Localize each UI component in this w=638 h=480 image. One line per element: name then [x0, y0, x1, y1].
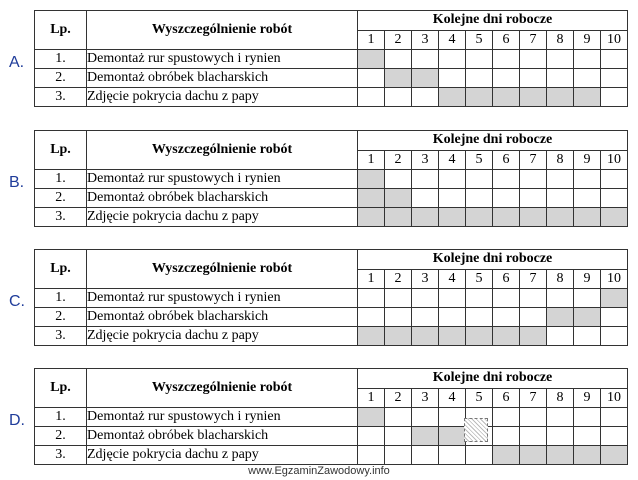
- day-number: 10: [601, 150, 628, 170]
- gantt-bar-cell: [385, 327, 412, 346]
- table-row: [35, 170, 628, 189]
- gantt-empty-cell: [466, 69, 493, 88]
- task-number: 2.: [35, 427, 87, 446]
- task-name: Demontaż rur spustowych i rynien: [87, 289, 358, 308]
- schedule-table: [34, 130, 628, 227]
- table-row: [35, 408, 628, 427]
- gantt-bar-cell: [385, 189, 412, 208]
- column-header-lp: Lp.: [35, 250, 87, 289]
- day-number: 3: [412, 150, 439, 170]
- gantt-bar-cell: [547, 308, 574, 327]
- gantt-empty-cell: [520, 289, 547, 308]
- task-name: Zdjęcie pokrycia dachu z papy: [87, 88, 358, 107]
- gantt-empty-cell: [601, 69, 628, 88]
- gantt-empty-cell: [601, 50, 628, 69]
- day-number: 10: [601, 388, 628, 408]
- day-number: 3: [412, 388, 439, 408]
- table-row: [35, 208, 628, 227]
- table-row: [35, 189, 628, 208]
- day-number: 1: [358, 388, 385, 408]
- day-number: 10: [601, 269, 628, 289]
- gantt-empty-cell: [574, 289, 601, 308]
- gantt-bar-cell: [358, 189, 385, 208]
- gantt-empty-cell: [547, 69, 574, 88]
- column-header-days: Kolejne dni robocze: [358, 131, 628, 151]
- day-number: 9: [574, 388, 601, 408]
- task-number: 1.: [35, 50, 87, 69]
- day-number: 2: [385, 30, 412, 50]
- column-header-description: Wyszczególnienie robót: [87, 369, 358, 408]
- column-header-description: Wyszczególnienie robót: [87, 11, 358, 50]
- gantt-bar-cell: [547, 208, 574, 227]
- watermark: www.EgzaminZawodowy.info: [248, 465, 390, 477]
- task-number: 3.: [35, 208, 87, 227]
- gantt-bar-cell: [358, 50, 385, 69]
- gantt-bar-cell: [547, 446, 574, 465]
- gantt-empty-cell: [601, 327, 628, 346]
- gantt-empty-cell: [547, 289, 574, 308]
- gantt-bar-cell: [466, 327, 493, 346]
- gantt-empty-cell: [493, 408, 520, 427]
- day-number: 2: [385, 388, 412, 408]
- gantt-empty-cell: [574, 189, 601, 208]
- gantt-bar-cell: [358, 170, 385, 189]
- header-row: [35, 250, 628, 270]
- gantt-empty-cell: [385, 308, 412, 327]
- gantt-bar-cell: [547, 88, 574, 107]
- option-label: B.: [9, 174, 25, 191]
- gantt-bar-cell: [493, 327, 520, 346]
- gantt-bar-cell: [520, 88, 547, 107]
- day-number: 5: [466, 388, 493, 408]
- gantt-empty-cell: [385, 289, 412, 308]
- gantt-bar-cell: [493, 446, 520, 465]
- gantt-bar-cell: [520, 208, 547, 227]
- table-row: [35, 446, 628, 465]
- table-row: [35, 308, 628, 327]
- gantt-bar-cell: [385, 208, 412, 227]
- task-number: 3.: [35, 327, 87, 346]
- gantt-empty-cell: [520, 427, 547, 446]
- task-name: Demontaż rur spustowych i rynien: [87, 408, 358, 427]
- gantt-empty-cell: [358, 427, 385, 446]
- header-row: [35, 369, 628, 389]
- task-name: Zdjęcie pokrycia dachu z papy: [87, 446, 358, 465]
- gantt-bar-cell: [358, 327, 385, 346]
- day-number: 8: [547, 30, 574, 50]
- gantt-bar-cell: [439, 88, 466, 107]
- gantt-empty-cell: [358, 289, 385, 308]
- gantt-bar-cell: [439, 208, 466, 227]
- gantt-empty-cell: [520, 408, 547, 427]
- gantt-empty-cell: [493, 69, 520, 88]
- option-2[interactable]: [0, 130, 638, 242]
- gantt-empty-cell: [547, 427, 574, 446]
- day-number: 8: [547, 269, 574, 289]
- gantt-empty-cell: [358, 308, 385, 327]
- gantt-empty-cell: [439, 308, 466, 327]
- day-number: 7: [520, 388, 547, 408]
- day-number: 3: [412, 269, 439, 289]
- table-row: [35, 50, 628, 69]
- gantt-empty-cell: [520, 308, 547, 327]
- day-number: 8: [547, 150, 574, 170]
- gantt-empty-cell: [601, 308, 628, 327]
- day-number: 4: [439, 388, 466, 408]
- day-number: 4: [439, 30, 466, 50]
- table-row: [35, 69, 628, 88]
- gantt-empty-cell: [601, 170, 628, 189]
- gantt-empty-cell: [520, 50, 547, 69]
- day-number: 6: [493, 150, 520, 170]
- gantt-bar-cell: [466, 88, 493, 107]
- gantt-empty-cell: [466, 170, 493, 189]
- column-header-description: Wyszczególnienie robót: [87, 250, 358, 289]
- gantt-bar-cell: [466, 208, 493, 227]
- day-number: 7: [520, 150, 547, 170]
- task-number: 2.: [35, 189, 87, 208]
- gantt-empty-cell: [547, 50, 574, 69]
- gantt-bar-cell: [601, 208, 628, 227]
- column-header-description: Wyszczególnienie robót: [87, 131, 358, 170]
- day-number: 6: [493, 30, 520, 50]
- gantt-empty-cell: [547, 327, 574, 346]
- day-number: 1: [358, 269, 385, 289]
- gantt-empty-cell: [520, 189, 547, 208]
- day-number: 1: [358, 30, 385, 50]
- gantt-empty-cell: [493, 289, 520, 308]
- task-name: Demontaż obróbek blacharskich: [87, 427, 358, 446]
- day-number: 5: [466, 30, 493, 50]
- gantt-empty-cell: [601, 189, 628, 208]
- gantt-bar-cell: [574, 446, 601, 465]
- task-name: Demontaż obróbek blacharskich: [87, 69, 358, 88]
- gantt-empty-cell: [412, 88, 439, 107]
- day-number: 3: [412, 30, 439, 50]
- gantt-bar-cell: [439, 327, 466, 346]
- gantt-empty-cell: [466, 289, 493, 308]
- day-number: 9: [574, 30, 601, 50]
- gantt-empty-cell: [574, 408, 601, 427]
- gantt-empty-cell: [439, 446, 466, 465]
- day-number: 7: [520, 30, 547, 50]
- option-label: A.: [9, 54, 25, 71]
- column-header-lp: Lp.: [35, 369, 87, 408]
- gantt-empty-cell: [493, 427, 520, 446]
- day-number: 6: [493, 269, 520, 289]
- gantt-empty-cell: [439, 170, 466, 189]
- option-4[interactable]: [0, 368, 638, 480]
- task-name: Zdjęcie pokrycia dachu z papy: [87, 208, 358, 227]
- task-name: Demontaż rur spustowych i rynien: [87, 50, 358, 69]
- task-number: 1.: [35, 289, 87, 308]
- day-number: 4: [439, 269, 466, 289]
- gantt-empty-cell: [601, 427, 628, 446]
- gantt-empty-cell: [412, 189, 439, 208]
- gantt-bar-cell: [439, 427, 466, 446]
- gantt-empty-cell: [466, 446, 493, 465]
- gantt-empty-cell: [385, 408, 412, 427]
- gantt-empty-cell: [412, 50, 439, 69]
- gantt-empty-cell: [412, 308, 439, 327]
- gantt-bar-cell: [574, 308, 601, 327]
- gantt-bar-cell: [412, 427, 439, 446]
- gantt-empty-cell: [439, 189, 466, 208]
- gantt-empty-cell: [439, 289, 466, 308]
- task-name: Demontaż obróbek blacharskich: [87, 189, 358, 208]
- gantt-empty-cell: [385, 50, 412, 69]
- header-row: [35, 131, 628, 151]
- task-name: Zdjęcie pokrycia dachu z papy: [87, 327, 358, 346]
- option-1[interactable]: [0, 10, 638, 122]
- task-number: 3.: [35, 446, 87, 465]
- gantt-empty-cell: [520, 69, 547, 88]
- gantt-bar-cell: [574, 88, 601, 107]
- gantt-bar-cell: [493, 208, 520, 227]
- gantt-empty-cell: [466, 308, 493, 327]
- schedule-table: [34, 10, 628, 107]
- table-row: [35, 88, 628, 107]
- option-label: D.: [9, 412, 25, 429]
- day-number: 5: [466, 150, 493, 170]
- day-number: 9: [574, 150, 601, 170]
- schedule-table: [34, 249, 628, 346]
- gantt-bar-cell: [520, 446, 547, 465]
- gantt-bar-cell: [412, 327, 439, 346]
- day-number: 6: [493, 388, 520, 408]
- gantt-empty-cell: [439, 50, 466, 69]
- day-number: 2: [385, 150, 412, 170]
- gantt-empty-cell: [358, 88, 385, 107]
- gantt-empty-cell: [385, 170, 412, 189]
- gantt-empty-cell: [574, 50, 601, 69]
- day-number: 9: [574, 269, 601, 289]
- gantt-bar-cell: [412, 208, 439, 227]
- column-header-lp: Lp.: [35, 11, 87, 50]
- gantt-empty-cell: [439, 69, 466, 88]
- gantt-empty-cell: [493, 170, 520, 189]
- day-number: 1: [358, 150, 385, 170]
- gantt-empty-cell: [385, 427, 412, 446]
- gantt-empty-cell: [385, 446, 412, 465]
- column-header-days: Kolejne dni robocze: [358, 11, 628, 31]
- gantt-empty-cell: [601, 408, 628, 427]
- gantt-empty-cell: [493, 50, 520, 69]
- gantt-empty-cell: [412, 170, 439, 189]
- task-number: 1.: [35, 170, 87, 189]
- option-3[interactable]: [0, 249, 638, 361]
- column-header-days: Kolejne dni robocze: [358, 369, 628, 389]
- gantt-empty-cell: [466, 50, 493, 69]
- gantt-empty-cell: [412, 446, 439, 465]
- gantt-bar-cell: [601, 446, 628, 465]
- day-number: 7: [520, 269, 547, 289]
- day-number: 5: [466, 269, 493, 289]
- gantt-empty-cell: [547, 408, 574, 427]
- column-header-lp: Lp.: [35, 131, 87, 170]
- gantt-empty-cell: [358, 69, 385, 88]
- header-row: [35, 11, 628, 31]
- gantt-empty-cell: [439, 408, 466, 427]
- gantt-empty-cell: [493, 189, 520, 208]
- gantt-bar-cell: [358, 408, 385, 427]
- gantt-bar-cell: [493, 88, 520, 107]
- gantt-bar-cell: [601, 289, 628, 308]
- gantt-empty-cell: [574, 427, 601, 446]
- option-label: C.: [9, 293, 25, 310]
- gantt-empty-cell: [412, 289, 439, 308]
- task-number: 1.: [35, 408, 87, 427]
- gantt-bar-cell: [520, 327, 547, 346]
- gantt-empty-cell: [601, 88, 628, 107]
- day-number: 10: [601, 30, 628, 50]
- table-row: [35, 289, 628, 308]
- broken-image-icon: [464, 418, 488, 442]
- gantt-bar-cell: [358, 208, 385, 227]
- gantt-empty-cell: [547, 170, 574, 189]
- task-number: 2.: [35, 308, 87, 327]
- gantt-empty-cell: [493, 308, 520, 327]
- gantt-empty-cell: [520, 170, 547, 189]
- gantt-empty-cell: [412, 408, 439, 427]
- schedule-table: [34, 368, 628, 465]
- gantt-empty-cell: [574, 69, 601, 88]
- task-number: 2.: [35, 69, 87, 88]
- gantt-empty-cell: [547, 189, 574, 208]
- table-row: [35, 327, 628, 346]
- gantt-empty-cell: [466, 189, 493, 208]
- day-number: 2: [385, 269, 412, 289]
- column-header-days: Kolejne dni robocze: [358, 250, 628, 270]
- table-row: [35, 427, 628, 446]
- gantt-bar-cell: [412, 69, 439, 88]
- gantt-empty-cell: [574, 170, 601, 189]
- gantt-empty-cell: [358, 446, 385, 465]
- gantt-empty-cell: [574, 327, 601, 346]
- task-name: Demontaż rur spustowych i rynien: [87, 170, 358, 189]
- task-number: 3.: [35, 88, 87, 107]
- gantt-bar-cell: [385, 69, 412, 88]
- gantt-bar-cell: [574, 208, 601, 227]
- gantt-empty-cell: [385, 88, 412, 107]
- task-name: Demontaż obróbek blacharskich: [87, 308, 358, 327]
- day-number: 8: [547, 388, 574, 408]
- day-number: 4: [439, 150, 466, 170]
